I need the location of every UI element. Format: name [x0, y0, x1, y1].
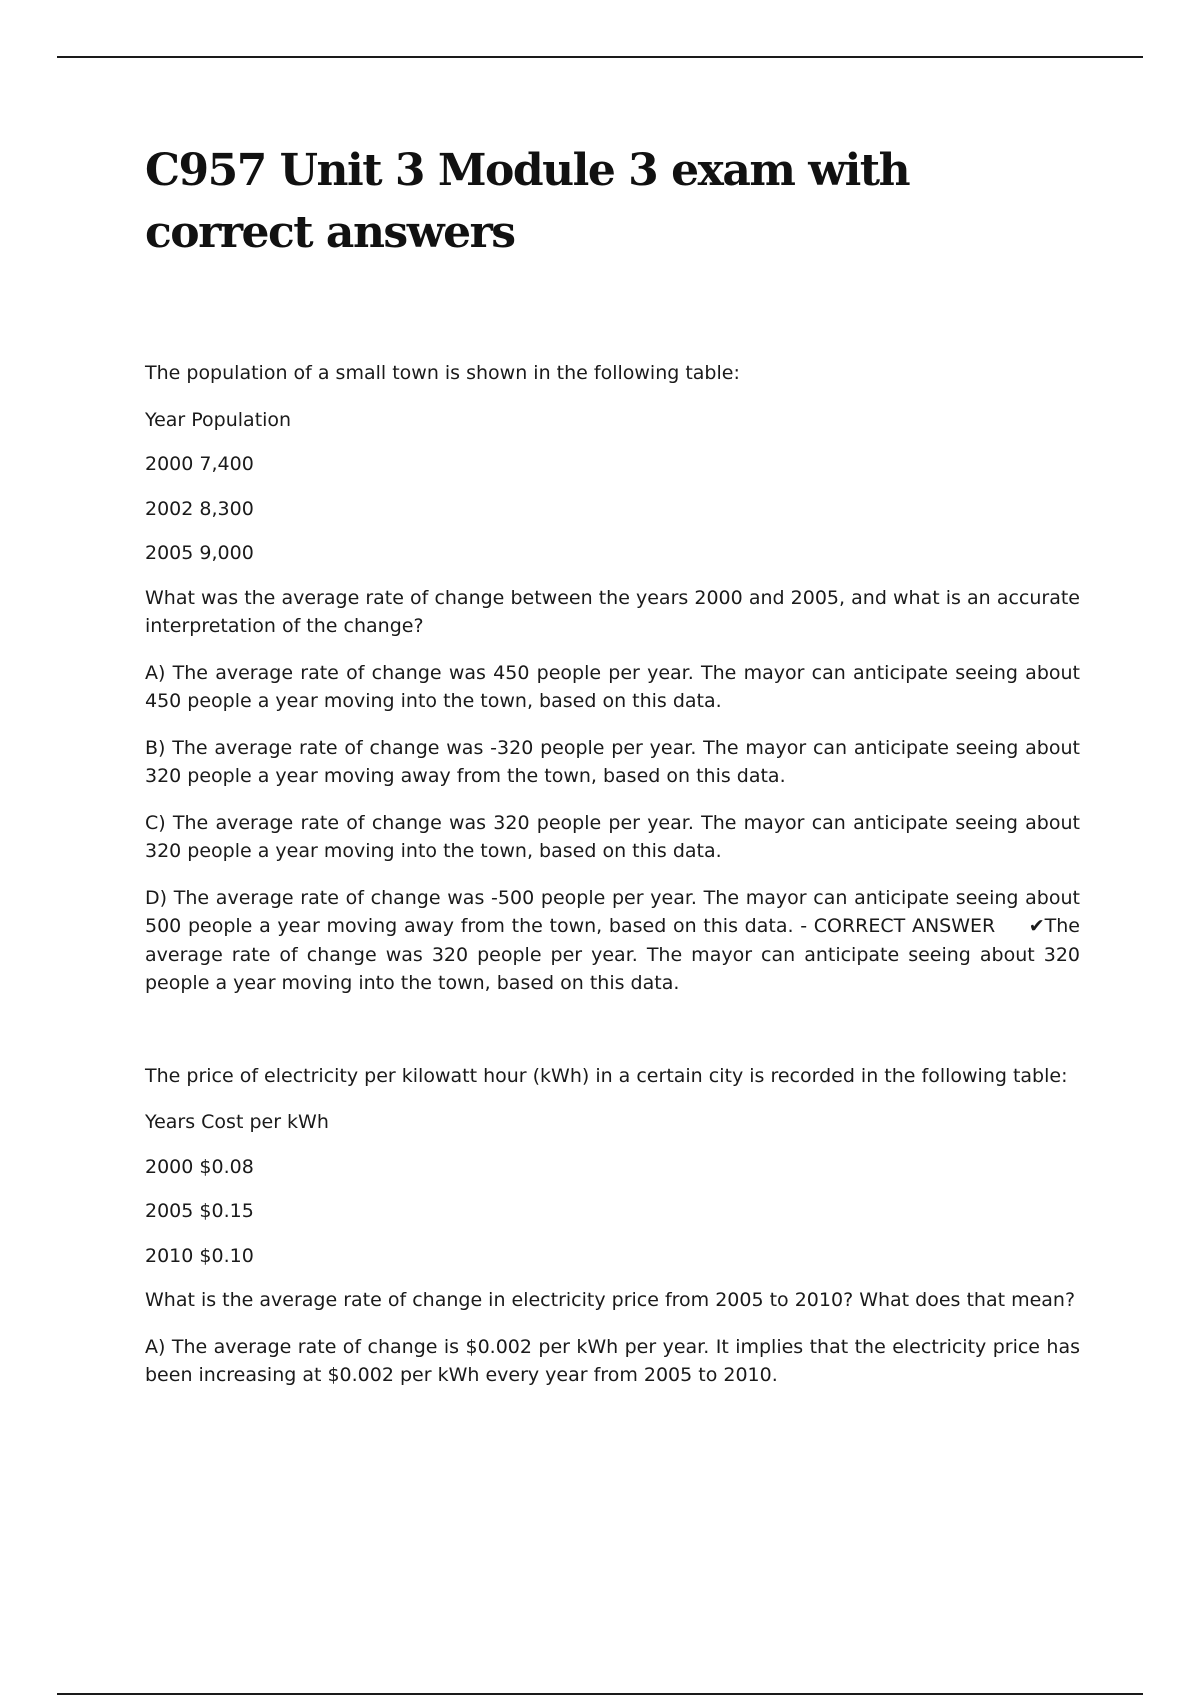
question-1-table-row: 2005 9,000	[145, 542, 254, 564]
top-rule	[57, 56, 1143, 58]
question-1-option-d: D) The average rate of change was -500 people per year. The mayor can anticipate seeing about 500 people a year moving away from the town, based on this data. - CORRECT ANSWER	[145, 886, 1080, 937]
question-2-table-row: 2000 $0.08	[145, 1155, 254, 1178]
question-1-option-a: A) The average rate of change was 450 people per year. The mayor can anticipate seeing about 450 people a year moving into the town, based on this data.	[145, 661, 1080, 712]
question-1-option-c: C) The average rate of change was 320 people per year. The mayor can anticipate seeing about 320 people a year moving into the town, based on this data.	[145, 811, 1080, 862]
bottom-rule	[57, 1693, 1143, 1695]
question-1-option-d-and-answer	[145, 884, 1080, 998]
question-2-intro: The price of electricity per kilowatt hour (kWh) in a certain city is recorded in the following table:	[145, 1064, 1068, 1087]
question-2-table-row: 2010 $0.10	[145, 1244, 254, 1267]
question-1-table-row: 2002 8,300	[145, 497, 254, 520]
question-2-option-a: A) The average rate of change is $0.002 per kWh per year. It implies that the electricity price has been increasing at $0.002 per kWh every year from 2005 to 2010.	[145, 1335, 1080, 1386]
question-2-text: What is the average rate of change in electricity price from 2005 to 2010? What does that mean?	[145, 1289, 1076, 1311]
question-2-table-header: Years Cost per kWh	[145, 1111, 329, 1133]
question-1-text: What was the average rate of change between the years 2000 and 2005, and what is an accurate interpretation of the change?	[145, 586, 1080, 637]
section-gap	[145, 1016, 1080, 1062]
question-2-table-row: 2005 $0.15	[145, 1200, 254, 1222]
question-1-table-row: 2000 7,400	[145, 453, 254, 475]
question-1-correct-answer: The average rate of change was 320 people per year. The mayor can anticipate seeing about 320 people a year moving into the town, based on this data.	[145, 915, 1080, 994]
document-title: C957 Unit 3 Module 3 exam with correct answers	[145, 145, 910, 258]
question-1-intro: The population of a small town is shown in the following table:	[145, 362, 740, 384]
checkmark-icon: ✔	[1028, 915, 1045, 937]
question-1-option-b: B) The average rate of change was -320 people per year. The mayor can anticipate seeing about 320 people a year moving away from the town, based on this data.	[145, 736, 1080, 787]
document-content	[145, 140, 1080, 1408]
question-1-table-header: Year Population	[145, 408, 292, 431]
